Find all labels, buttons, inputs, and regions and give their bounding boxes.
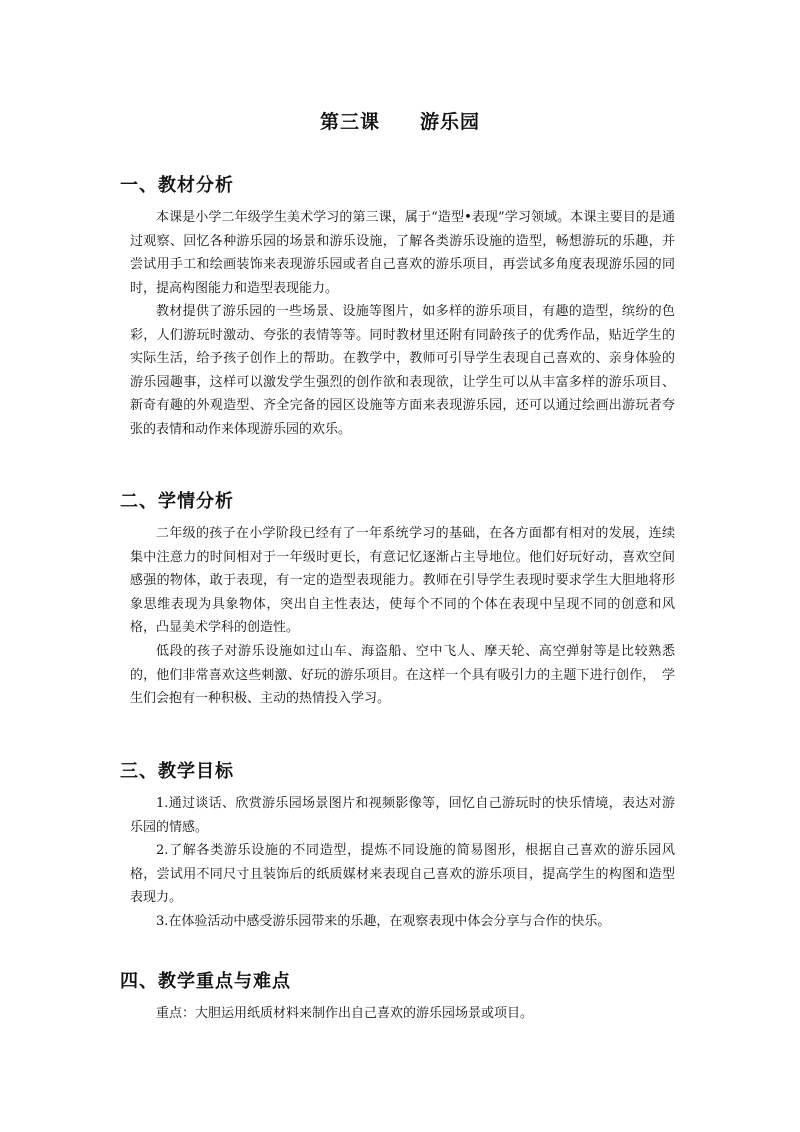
section-heading-student-analysis: 二、学情分析 (120, 491, 234, 512)
goal-item: 1.通过谈话、欣赏游乐园场景图片和视频影像等，回忆自己游玩时的快乐情境，表达对游乐园的情感。 (130, 796, 675, 835)
goal-item: 2.了解各类游乐设施的不同造型，提炼不同设施的简易图形，根据自己喜欢的游乐园风格，尝试用不同尺寸且装饰后的纸质媒材来表现自己喜欢的游乐项目，提高学生的构图和造型表现力。 (130, 843, 675, 906)
paragraph: 二年级的孩子在小学阶段已经有了一年系统学习的基础，在各方面都有相对的发展，连续集中注意力的时间相对于一年级时更长，有意记忆逐渐占主导地位。他们好玩好动，喜欢空间感强的物体，敢于表现，有一定的造型表现能力。教师在引导学生表现时要求学生大胆地将形象思维表现为具象物体，突出自主性表达，使每个不同的个体在表现中呈现不同的创意和风格，凸显美术学科的创造性。 (130, 526, 675, 636)
paragraph: 教材提供了游乐园的一些场景、设施等图片，如多样的游乐项目，有趣的造型，缤纷的色彩，人们游玩时激动、夸张的表情等等。同时教材里还附有同龄孩子的优秀作品，贴近学生的实际生活，给予孩子创作上的帮助。在教学中，教师可引导学生表现自己喜欢的、亲身体验的游乐园趣事，这样可以激发学生强烈的创作欲和表现欲，让学生可以从丰富多样的游乐项目、新奇有趣的外观造型、齐全完备的园区设施等方面来表现游乐园，还可以通过绘画出游玩者夸张的表情和动作来体现游乐园的欢乐。 (130, 304, 675, 437)
paragraph: 重点：大胆运用纸质材料来制作出自己喜欢的游乐园场景或项目。 (156, 1006, 534, 1021)
section-heading-teaching-goals: 三、教学目标 (120, 761, 234, 782)
paragraph: 本课是小学二年级学生美术学习的第三课，属于“造型•表现”学习领域。本课主要目的是通过观察、回忆各种游乐园的场景和游乐设施，了解各类游乐设施的造型，畅想游玩的乐趣，并尝试用手工和绘画装饰来表现游乐园或者自己喜欢的游乐项目，再尝试多角度表现游乐园的同时，提高构图能力和造型表现能力。 (130, 210, 675, 296)
section-heading-key-points: 四、教学重点与难点 (120, 971, 291, 992)
paragraph: 低段的孩子对游乐设施如过山车、海盗船、空中飞人、摩天轮、高空弹射等是比较熟悉的，他们非常喜欢这些刺激、好玩的游乐项目。在这样一个具有吸引力的主题下进行创作， 学生们会抱有一种积极、主动的热情投入学习。 (130, 644, 675, 707)
section-heading-textbook-analysis: 一、教材分析 (120, 175, 234, 196)
page-title: 第三课 游乐园 (319, 111, 480, 133)
goal-item: 3.在体验活动中感受游乐园带来的乐趣，在观察表现中体会分享与合作的快乐。 (156, 914, 611, 929)
